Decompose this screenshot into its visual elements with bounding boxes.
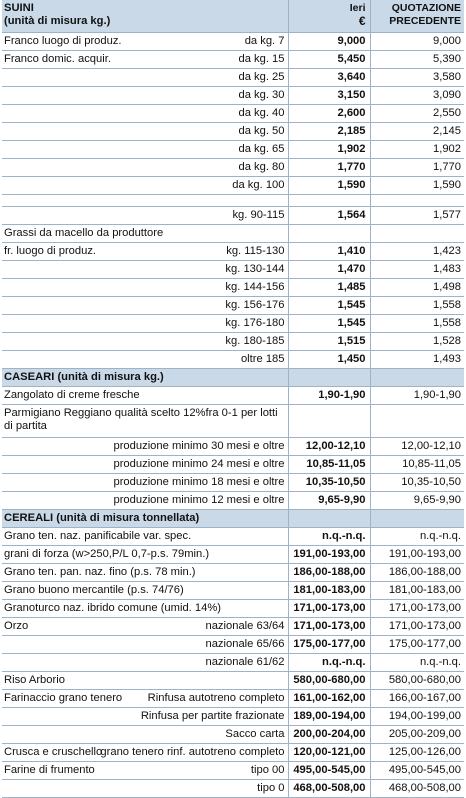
table-row <box>2 690 464 708</box>
row-sublabel: nazionale 61/62 <box>205 656 285 668</box>
value-precedente: 468,00-508,00 <box>370 780 464 798</box>
value-ieri: 2,600 <box>288 105 370 123</box>
grassi-title-row-text: Grassi da macello da produttore <box>2 225 288 243</box>
row-sublabel: kg. 144-156 <box>225 281 285 293</box>
row-sublabel: da kg. 25 <box>238 71 285 83</box>
row-description <box>2 456 288 474</box>
value-precedente: 1,493 <box>370 351 464 369</box>
value-ieri: 580,00-680,00 <box>288 672 370 690</box>
value-ieri: 1,545 <box>288 297 370 315</box>
table-row <box>2 123 464 141</box>
value-ieri: 10,85-11,05 <box>288 456 370 474</box>
row-description <box>2 315 288 333</box>
row-sublabel: da kg. 7 <box>244 35 285 47</box>
value-ieri: 5,450 <box>288 51 370 69</box>
empty-cell <box>370 369 464 387</box>
row-description <box>2 600 288 618</box>
table-row <box>2 708 464 726</box>
row-description <box>2 564 288 582</box>
value-precedente: 186,00-188,00 <box>370 564 464 582</box>
row-label: Orzo <box>4 620 29 632</box>
row-sublabel: kg. 156-176 <box>225 299 285 311</box>
value-ieri: 175,00-177,00 <box>288 636 370 654</box>
value-ieri: 1,564 <box>288 207 370 225</box>
table-row <box>2 261 464 279</box>
row-label: Granoturco naz. ibrido comune (umid. 14%) <box>4 602 222 614</box>
column-header-ieri: Ieri € <box>288 0 370 33</box>
row-sublabel: da kg. 40 <box>238 107 285 119</box>
price-sheet <box>2 0 464 798</box>
value-precedente: 171,00-173,00 <box>370 618 464 636</box>
row-label: Franco luogo di produz. <box>4 35 122 47</box>
row-label: grani di forza (w>250,P/L 0,7-p.s. 79min.) <box>4 548 210 560</box>
value-precedente: 1,770 <box>370 159 464 177</box>
value-precedente: 2,145 <box>370 123 464 141</box>
empty-cell <box>370 195 464 207</box>
value-precedente: 171,00-173,00 <box>370 600 464 618</box>
empty-cell <box>370 510 464 528</box>
table-row <box>2 654 464 672</box>
row-description <box>2 636 288 654</box>
value-ieri: 171,00-173,00 <box>288 600 370 618</box>
value-precedente: 1,90-1,90 <box>370 387 464 405</box>
value-ieri: 181,00-183,00 <box>288 582 370 600</box>
value-precedente: 10,35-10,50 <box>370 474 464 492</box>
quotation-table <box>2 0 464 798</box>
value-precedente: 1,423 <box>370 243 464 261</box>
row-description <box>2 177 288 195</box>
table-row <box>2 762 464 780</box>
value-ieri: 9,65-9,90 <box>288 492 370 510</box>
row-description <box>2 618 288 636</box>
table-row <box>2 207 464 225</box>
row-sublabel: produzione minimo 12 mesi e oltre <box>113 494 285 506</box>
value-ieri: 1,90-1,90 <box>288 387 370 405</box>
value-ieri: 200,00-204,00 <box>288 726 370 744</box>
value-precedente: n.q.-n.q. <box>370 654 464 672</box>
row-description <box>2 159 288 177</box>
value-ieri: 186,00-188,00 <box>288 564 370 582</box>
value-precedente: 9,000 <box>370 33 464 51</box>
value-ieri: 10,35-10,50 <box>288 474 370 492</box>
table-row <box>2 438 464 456</box>
row-description <box>2 387 288 405</box>
value-precedente: 9,65-9,90 <box>370 492 464 510</box>
row-description <box>2 297 288 315</box>
row-sublabel: da kg. 15 <box>238 53 285 65</box>
row-sublabel: da kg. 50 <box>238 125 285 137</box>
row-description <box>2 780 288 798</box>
row-label: Zangolato di creme fresche <box>4 389 140 401</box>
value-precedente: 1,483 <box>370 261 464 279</box>
row-description <box>2 69 288 87</box>
table-header <box>2 0 464 33</box>
column-header-precedente: QUOTAZIONE PRECEDENTE <box>370 0 464 33</box>
value-precedente: 191,00-193,00 <box>370 546 464 564</box>
value-precedente: 175,00-177,00 <box>370 636 464 654</box>
value-precedente: 1,577 <box>370 207 464 225</box>
value-precedente: 1,558 <box>370 315 464 333</box>
value-precedente: 1,498 <box>370 279 464 297</box>
row-label: Riso Arborio <box>4 674 65 686</box>
value-ieri: 171,00-173,00 <box>288 618 370 636</box>
parmigiano-row <box>2 405 464 438</box>
table-row <box>2 474 464 492</box>
value-precedente: 5,390 <box>370 51 464 69</box>
row-description <box>2 528 288 546</box>
value-precedente: 3,090 <box>370 87 464 105</box>
value-ieri: 1,470 <box>288 261 370 279</box>
value-precedente: 194,00-199,00 <box>370 708 464 726</box>
value-precedente: 1,590 <box>370 177 464 195</box>
row-description <box>2 105 288 123</box>
value-precedente: 2,550 <box>370 105 464 123</box>
value-ieri: 468,00-508,00 <box>288 780 370 798</box>
row-label: Grano ten. pan. naz. fino (p.s. 78 min.) <box>4 566 196 578</box>
value-ieri: 161,00-162,00 <box>288 690 370 708</box>
value-precedente: 1,558 <box>370 297 464 315</box>
section-title-cereali-text: CEREALI (unità di misura tonnellata) <box>2 510 288 528</box>
row-sublabel: produzione minimo 24 mesi e oltre <box>113 458 285 470</box>
section-title-cereali <box>2 510 464 528</box>
row-sublabel: kg. 90-115 <box>232 209 285 221</box>
value-ieri: 3,640 <box>288 69 370 87</box>
row-description <box>2 492 288 510</box>
section-title-caseari-text: CASEARI (unità di misura kg.) <box>2 369 288 387</box>
row-description <box>2 243 288 261</box>
value-ieri: 1,902 <box>288 141 370 159</box>
value-ieri: 1,590 <box>288 177 370 195</box>
row-description <box>2 546 288 564</box>
spacer-row <box>2 195 464 207</box>
empty-cell <box>370 225 464 243</box>
row-label: Grano ten. naz. panificabile var. spec. <box>4 530 192 542</box>
row-sublabel: kg. 176-180 <box>225 317 285 329</box>
empty-cell <box>288 369 370 387</box>
row-sublabel: kg. 130-144 <box>225 263 285 275</box>
value-precedente: 181,00-183,00 <box>370 582 464 600</box>
row-sublabel: da kg. 100 <box>232 179 285 191</box>
row-description <box>2 438 288 456</box>
row-description <box>2 261 288 279</box>
row-description <box>2 87 288 105</box>
value-ieri: 120,00-121,00 <box>288 744 370 762</box>
value-ieri: 1,770 <box>288 159 370 177</box>
value-ieri: 495,00-545,00 <box>288 762 370 780</box>
table-row <box>2 618 464 636</box>
row-sublabel: Rinfusa autotreno completo <box>147 692 285 704</box>
row-label: Farinaccio grano tenero <box>4 692 123 704</box>
value-ieri: 9,000 <box>288 33 370 51</box>
row-sublabel: Sacco carta <box>225 728 285 740</box>
table-row <box>2 87 464 105</box>
value-precedente: 12,00-12,10 <box>370 438 464 456</box>
table-row <box>2 351 464 369</box>
table-row <box>2 528 464 546</box>
row-sublabel: Rinfusa per partite frazionate <box>140 710 285 722</box>
row-sublabel: kg. 180-185 <box>225 335 285 347</box>
row-description <box>2 333 288 351</box>
value-precedente: 205,00-209,00 <box>370 726 464 744</box>
table-row <box>2 279 464 297</box>
row-label: Crusca e cruschello <box>4 746 103 758</box>
value-precedente: 125,00-126,00 <box>370 744 464 762</box>
row-description <box>2 744 288 762</box>
row-description <box>2 582 288 600</box>
value-precedente: n.q.-n.q. <box>370 528 464 546</box>
table-row <box>2 636 464 654</box>
table-row <box>2 726 464 744</box>
empty-cell <box>2 195 288 207</box>
table-row <box>2 492 464 510</box>
value-ieri: 2,185 <box>288 123 370 141</box>
value-ieri: 1,485 <box>288 279 370 297</box>
value-ieri: 191,00-193,00 <box>288 546 370 564</box>
value-precedente: 1,902 <box>370 141 464 159</box>
row-description <box>2 351 288 369</box>
table-row <box>2 780 464 798</box>
row-description <box>2 33 288 51</box>
table-row <box>2 333 464 351</box>
row-description <box>2 141 288 159</box>
parmigiano-label: Parmigiano Reggiano qualità scelto 12%fra 0-1 per lotti di partita <box>2 405 288 438</box>
table-row <box>2 546 464 564</box>
row-sublabel: nazionale 63/64 <box>205 620 285 632</box>
row-description <box>2 654 288 672</box>
table-row <box>2 600 464 618</box>
table-row <box>2 582 464 600</box>
value-ieri: 189,00-194,00 <box>288 708 370 726</box>
table-row <box>2 564 464 582</box>
row-sublabel: tipo 0 <box>257 782 285 794</box>
table-row <box>2 51 464 69</box>
row-label: Grano buono mercantile (p.s. 74/76) <box>4 584 184 596</box>
table-row <box>2 141 464 159</box>
row-sublabel: da kg. 80 <box>238 161 285 173</box>
row-description <box>2 708 288 726</box>
value-precedente: 166,00-167,00 <box>370 690 464 708</box>
value-precedente: 580,00-680,00 <box>370 672 464 690</box>
row-label: fr. luogo di produz. <box>4 245 97 257</box>
row-sublabel: oltre 185 <box>240 353 285 365</box>
table-row <box>2 243 464 261</box>
value-ieri: 1,410 <box>288 243 370 261</box>
row-description <box>2 207 288 225</box>
table-row <box>2 297 464 315</box>
row-sublabel: da kg. 65 <box>238 143 285 155</box>
table-row <box>2 315 464 333</box>
row-sublabel: da kg. 30 <box>238 89 285 101</box>
grassi-title-row <box>2 225 464 243</box>
row-description <box>2 279 288 297</box>
value-ieri: 1,545 <box>288 315 370 333</box>
table-row <box>2 177 464 195</box>
value-ieri: 1,515 <box>288 333 370 351</box>
value-ieri: 12,00-12,10 <box>288 438 370 456</box>
section-title-caseari <box>2 369 464 387</box>
row-description <box>2 690 288 708</box>
row-description <box>2 474 288 492</box>
table-row <box>2 387 464 405</box>
row-description <box>2 672 288 690</box>
value-ieri: n.q.-n.q. <box>288 528 370 546</box>
table-row <box>2 744 464 762</box>
value-precedente: 3,580 <box>370 69 464 87</box>
row-sublabel: nazionale 65/66 <box>205 638 285 650</box>
row-description <box>2 51 288 69</box>
empty-cell <box>288 195 370 207</box>
row-description <box>2 123 288 141</box>
value-ieri: 3,150 <box>288 87 370 105</box>
row-label: Franco domic. acquir. <box>4 53 111 65</box>
row-description <box>2 762 288 780</box>
table-row <box>2 456 464 474</box>
row-sublabel: kg. 115-130 <box>226 245 285 257</box>
row-sublabel: grano tenero rinf. autotreno completo <box>100 746 285 758</box>
table-row <box>2 69 464 87</box>
table-row <box>2 159 464 177</box>
value-precedente: 495,00-545,00 <box>370 762 464 780</box>
row-description <box>2 726 288 744</box>
empty-cell <box>370 405 464 438</box>
empty-cell <box>288 225 370 243</box>
section-title-suini: SUINI (unità di misura kg.) <box>2 0 288 33</box>
table-row <box>2 105 464 123</box>
row-sublabel: produzione minimo 18 mesi e oltre <box>113 476 285 488</box>
value-ieri: 1,450 <box>288 351 370 369</box>
value-precedente: 10,85-11,05 <box>370 456 464 474</box>
empty-cell <box>288 405 370 438</box>
value-precedente: 1,528 <box>370 333 464 351</box>
value-ieri: n.q.-n.q. <box>288 654 370 672</box>
table-row <box>2 672 464 690</box>
table-row <box>2 33 464 51</box>
empty-cell <box>288 510 370 528</box>
row-sublabel: tipo 00 <box>250 764 285 776</box>
row-label: Farine di frumento <box>4 764 95 776</box>
row-sublabel: produzione minimo 30 mesi e oltre <box>113 440 285 452</box>
